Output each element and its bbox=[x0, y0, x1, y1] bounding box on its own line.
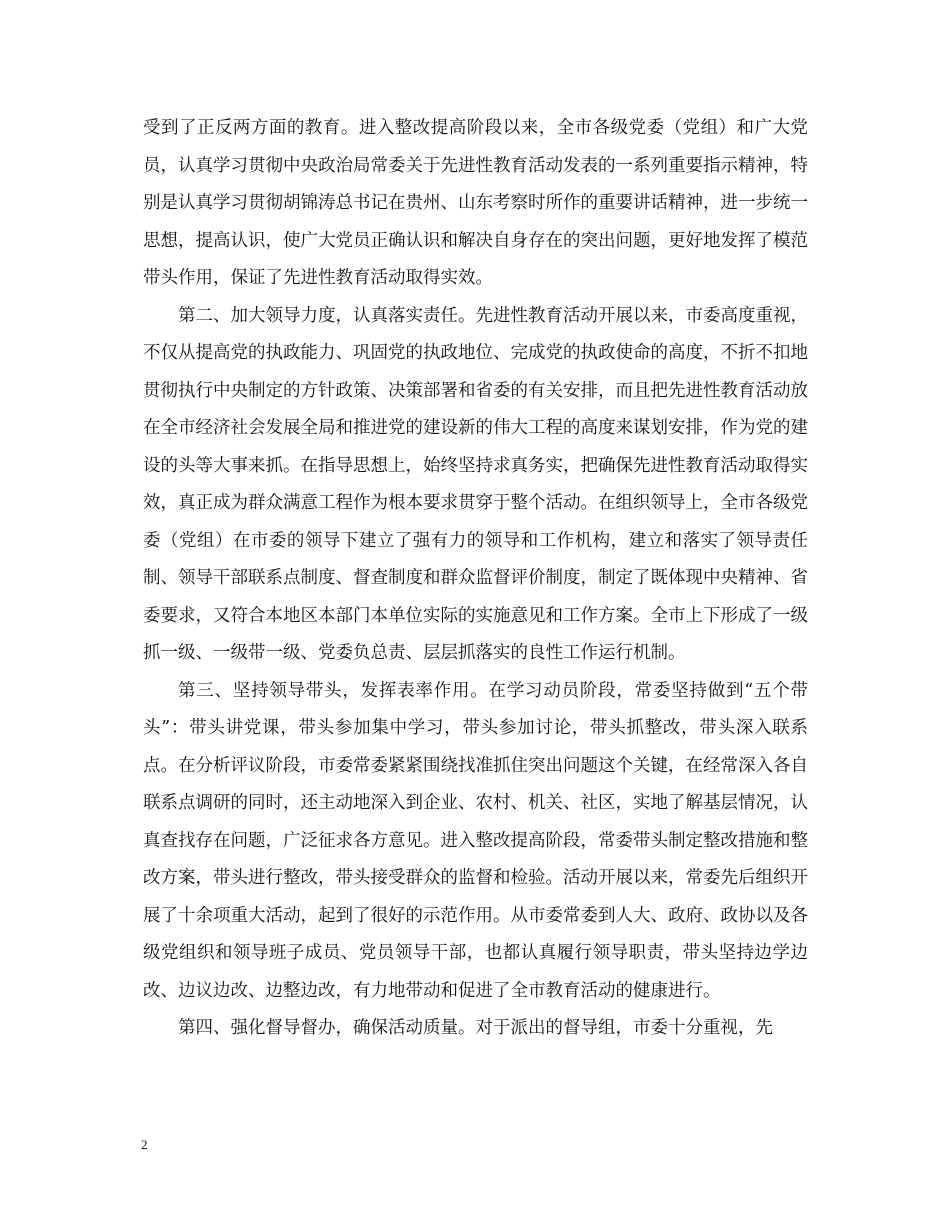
document-body bbox=[143, 110, 808, 1048]
paragraph-fourth: 第四、强化督导督办，确保活动质量。对于派出的督导组，市委十分重视，先 bbox=[178, 1018, 773, 1038]
paragraph-second: 第二、加大领导力度，认真落实责任。先进性教育活动开展以来，市委高度重视，不仅从提高党的执政能力、巩固党的执政地位、完成党的执政使命的高度，不折不扣地贯彻执行中央制定的方针政策、决策部署和省委的有关安排，而且把先进性教育活动放在全市经济社会发展全局和推进党的建设新的伟大工程的高度来谋划安排，作为党的建设的头等大事来抓。在指导思想上，始终坚持求真务实，把确保先进性教育活动取得实效，真正成为群众满意工程作为根本要求贯穿于整个活动。在组织领导上，全市各级党委（党组）在市委的领导下建立了强有力的领导和工作机构，建立和落实了领导责任制、领导干部联系点制度、督查制度和群众监督评价制度，制定了既体现中央精神、省委要求，又符合本地区本部门本单位实际的实施意见和工作方案。全市上下形成了一级抓一级、一级带一级、党委负总责、层层抓落实的良性工作运行机制。 bbox=[143, 305, 808, 663]
paragraph-third: 第三、坚持领导带头，发挥表率作用。在学习动员阶段，常委坚持做到“五个带头”：带头讲党课，带头参加集中学习，带头参加讨论，带头抓整改，带头深入联系点。在分析评议阶段，市委常委紧紧围绕找准抓住突出问题这个关键，在经常深入各自联系点调研的同时，还主动地深入到企业、农村、机关、社区，实地了解基层情况，认真查找存在问题，广泛征求各方意见。进入整改提高阶段，常委带头制定整改措施和整改方案，带头进行整改，带头接受群众的监督和检验。活动开展以来，常委先后组织开展了十余项重大活动，起到了很好的示范作用。从市委常委到人大、政府、政协以及各级党组织和领导班子成员、党员领导干部，也都认真履行领导职责，带头坚持边学边改、边议边改、边整边改，有力地带动和促进了全市教育活动的健康进行。 bbox=[143, 680, 808, 1001]
page-number: 2 bbox=[141, 1137, 148, 1152]
paragraph-continuation: 受到了正反两方面的教育。进入整改提高阶段以来，全市各级党委（党组）和广大党员，认真学习贯彻中央政治局常委关于先进性教育活动发表的一系列重要指示精神，特别是认真学习贯彻胡锦涛总书记在贵州、山东考察时所作的重要讲话精神，进一步统一思想，提高认识，使广大党员正确认识和解决自身存在的突出问题，更好地发挥了模范带头作用，保证了先进性教育活动取得实效。 bbox=[143, 118, 808, 288]
